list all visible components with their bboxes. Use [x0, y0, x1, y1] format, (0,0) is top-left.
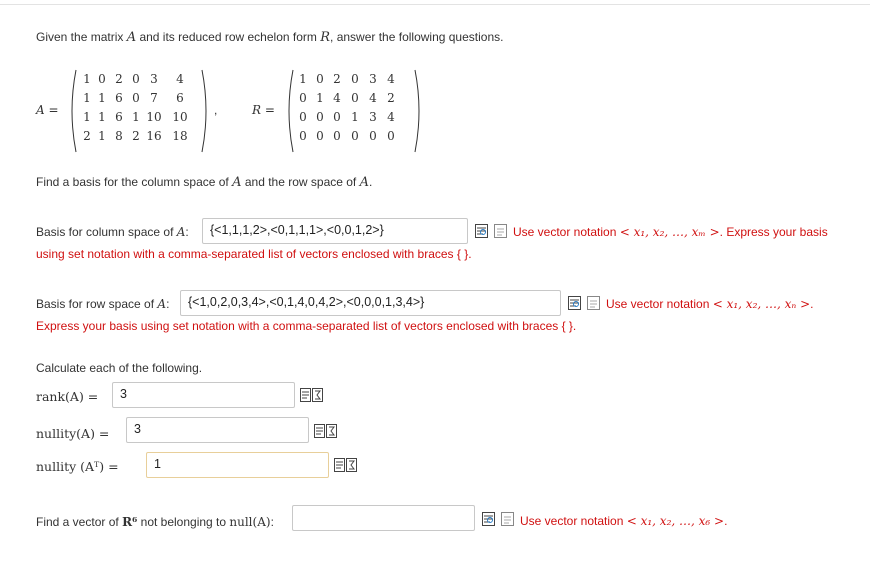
matrix-cell: 3: [150, 72, 158, 86]
matrix-cell: 0: [132, 91, 140, 105]
matrix-cell: 0: [98, 72, 106, 86]
row-space-input[interactable]: {<1,0,2,0,3,4>,<0,1,4,0,4,2>,<0,0,0,1,3,4>}: [180, 290, 561, 316]
matrix-cell: 0: [132, 72, 140, 86]
matrix-cell: 0: [333, 129, 341, 143]
matrix-separator: ,: [214, 103, 218, 117]
matrix-cell: 2: [387, 91, 395, 105]
preview-icon[interactable]: [568, 296, 581, 310]
calc-heading: Calculate each of the following.: [36, 361, 203, 375]
matrix-cell: 1: [83, 110, 91, 124]
sigma-icon[interactable]: [334, 458, 358, 472]
matrix-cell: 1: [299, 72, 307, 86]
help-icon[interactable]: [587, 296, 600, 310]
matrix-cell: 2: [132, 129, 140, 143]
matrix-cell: 16: [146, 129, 162, 143]
matrix-a-label: A =: [36, 103, 59, 117]
matrix-cell: 4: [176, 72, 184, 86]
matrix-cell: 10: [172, 110, 188, 124]
matrix-cell: 2: [115, 72, 123, 86]
matrix-cell: 0: [299, 129, 307, 143]
matrix-cell: 1: [83, 72, 91, 86]
matrix-cell: 1: [98, 110, 106, 124]
matrix-cell: 6: [115, 110, 123, 124]
col-space-input[interactable]: {<1,1,1,2>,<0,1,1,1>,<0,0,1,2>}: [202, 218, 468, 244]
grid-icon[interactable]: [300, 388, 324, 402]
rank-label: rank(A) =: [36, 389, 99, 404]
help-icon[interactable]: [501, 512, 514, 526]
col-space-hint: Use vector notation < x₁, x₂, …, xₘ >. Express your basis: [513, 225, 828, 239]
nullity-transpose-label: nullity (Aᵀ) =: [36, 459, 119, 474]
matrix-cell: 0: [299, 110, 307, 124]
matrix-cell: 0: [316, 72, 324, 86]
matrix-cell: 2: [83, 129, 91, 143]
matrix-cell: 6: [115, 91, 123, 105]
matrix-cell: 6: [176, 91, 184, 105]
matrix-cell: 3: [369, 110, 377, 124]
matrix-cell: 3: [369, 72, 377, 86]
preview-icon[interactable]: [482, 512, 495, 526]
col-space-label: Basis for column space of A:: [36, 225, 189, 239]
top-divider: [0, 4, 870, 5]
matrix-cell: 4: [387, 72, 395, 86]
vector-label: Find a vector of R⁶ not belonging to null(A):: [36, 515, 274, 529]
help-icon[interactable]: [494, 224, 507, 238]
col-space-hint-line2: using set notation with a comma-separated list of vectors enclosed with braces { }.: [36, 247, 472, 261]
nullity-label: nullity(A) =: [36, 426, 110, 441]
matrix-cell: 10: [146, 110, 162, 124]
matrix-cell: 1: [132, 110, 140, 124]
matrix-cell: 4: [369, 91, 377, 105]
matrix-r-label: R =: [252, 103, 275, 117]
matrix-cell: 2: [333, 72, 341, 86]
row-space-hint: Use vector notation < x₁, x₂, …, xₙ >.: [606, 297, 814, 311]
matrix-cell: 0: [387, 129, 395, 143]
matrix-cell: 1: [83, 91, 91, 105]
matrix-cell: 0: [316, 110, 324, 124]
matrix-cell: 0: [351, 129, 359, 143]
matrix-cell: 0: [333, 110, 341, 124]
matrix-cell: 1: [98, 91, 106, 105]
row-space-label: Basis for row space of A:: [36, 297, 170, 311]
nullity-transpose-input[interactable]: 1: [146, 452, 329, 478]
matrix-cell: 0: [351, 91, 359, 105]
matrix-cell: 4: [333, 91, 341, 105]
row-space-hint-line2: Express your basis using set notation with a comma-separated list of vectors enclosed with braces { }.: [36, 319, 577, 333]
matrix-cell: 1: [351, 110, 359, 124]
vector-hint: Use vector notation < x₁, x₂, …, x₆ >.: [520, 514, 728, 528]
matrix-cell: 0: [316, 129, 324, 143]
intro-text: Given the matrix A and its reduced row echelon form R, answer the following questions.: [36, 30, 504, 45]
matrix-cell: 7: [150, 91, 158, 105]
matrix-cell: 8: [115, 129, 123, 143]
task-basis-text: Find a basis for the column space of A and the row space of A.: [36, 175, 373, 190]
matrix-cell: 0: [299, 91, 307, 105]
matrix-cell: 0: [351, 72, 359, 86]
matrix-cell: 18: [172, 129, 188, 143]
rank-input[interactable]: 3: [112, 382, 295, 408]
matrix-cell: 4: [387, 110, 395, 124]
preview-icon[interactable]: [475, 224, 488, 238]
sigma-icon[interactable]: [314, 424, 338, 438]
matrix-cell: 1: [316, 91, 324, 105]
matrix-cell: 0: [369, 129, 377, 143]
nullity-input[interactable]: 3: [126, 417, 309, 443]
matrix-cell: 1: [98, 129, 106, 143]
vector-input[interactable]: [292, 505, 475, 531]
